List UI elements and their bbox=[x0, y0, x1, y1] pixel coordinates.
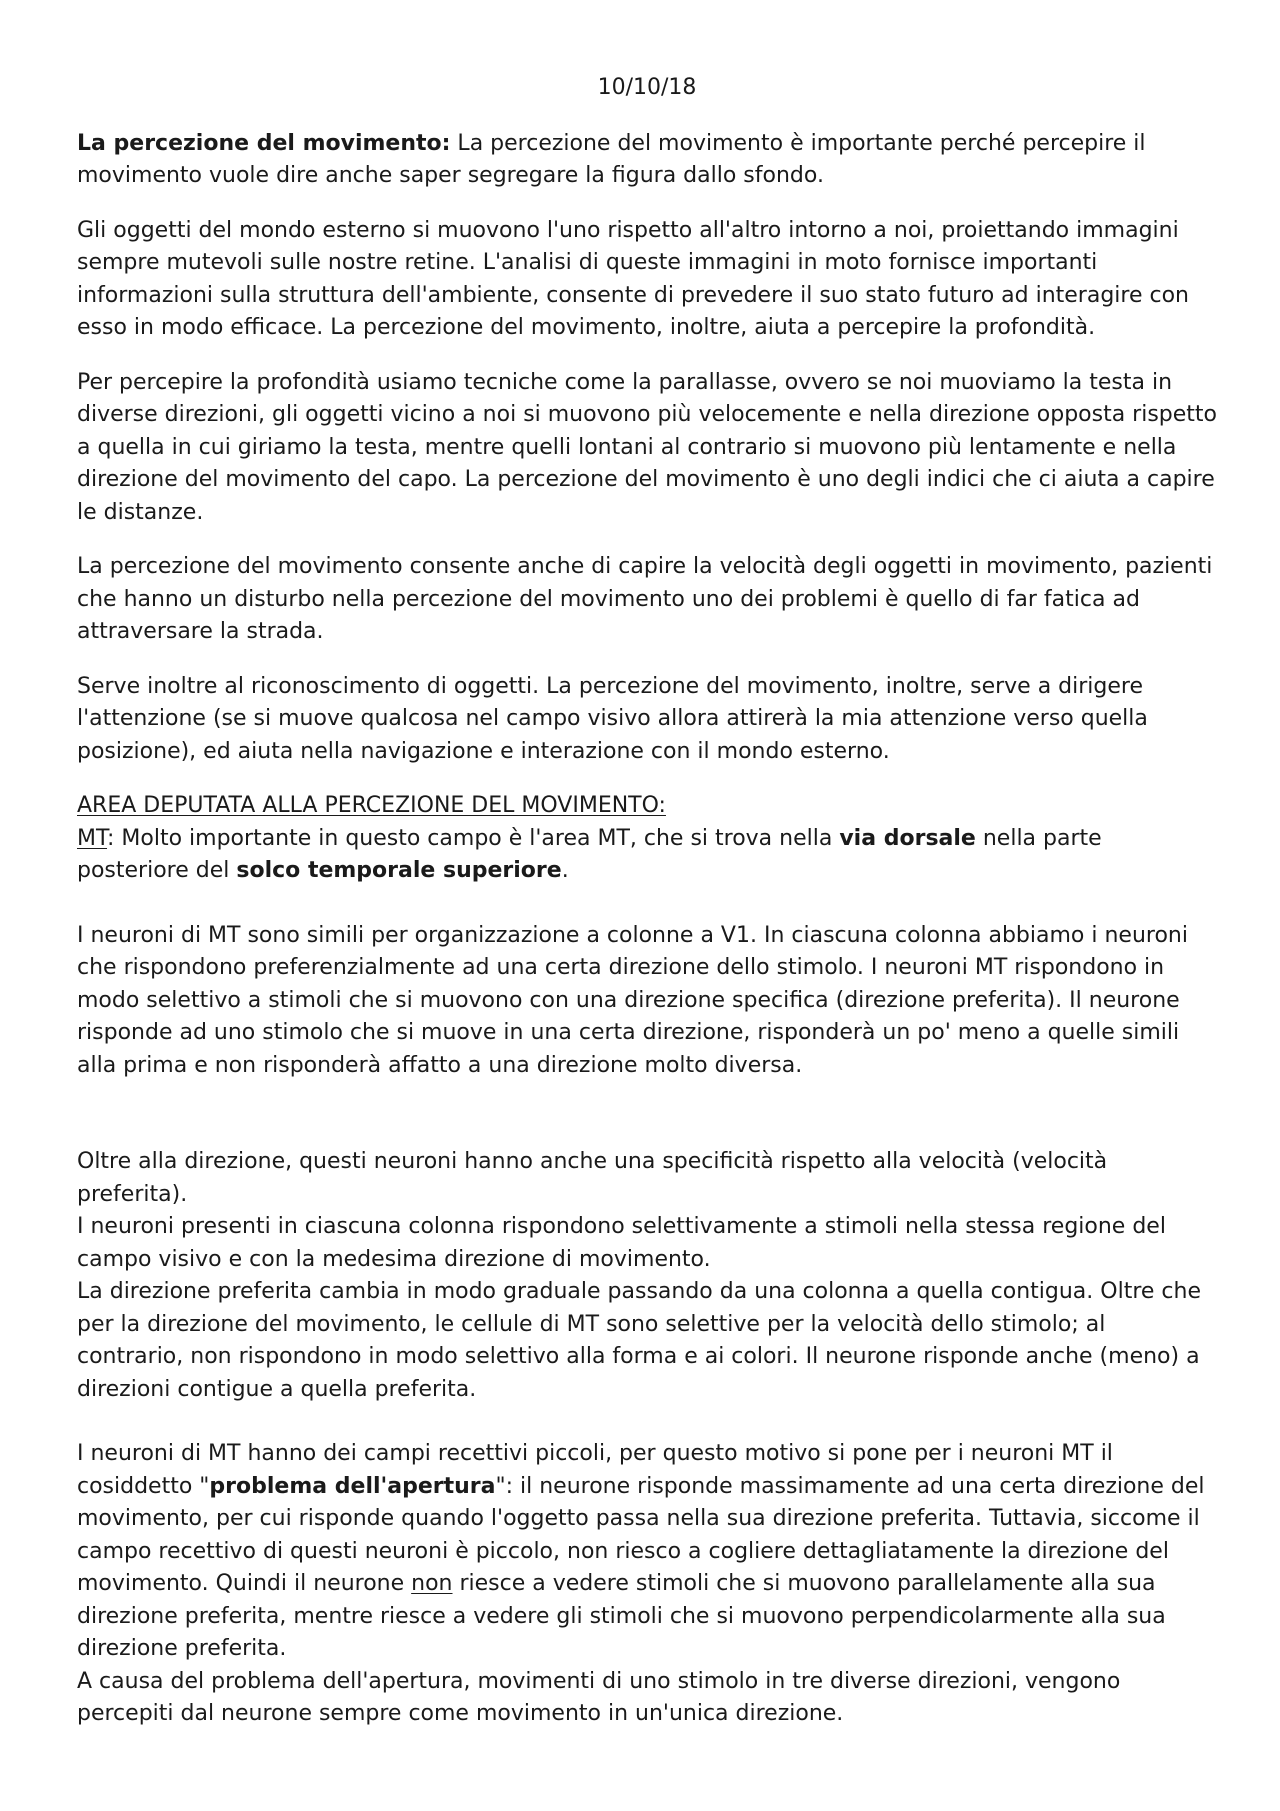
paragraph-recognition: Serve inoltre al riconoscimento di oggetti. La percezione del movimento, inoltre, serve a dirigere l'attenzione (se si muove qualcosa nel campo visivo allora attirerà la mia attenzione verso quella posizione), ed aiuta nella navigazione e interazione con il mondo esterno. bbox=[77, 673, 1148, 764]
aperture-bold-term: problema dell'apertura bbox=[209, 1473, 496, 1499]
velocity-line-1: Oltre alla direzione, questi neuroni hanno anche una specificità rispetto alla velocità (velocità preferita). bbox=[77, 1149, 1108, 1207]
aperture-underlined-non: non bbox=[411, 1571, 453, 1596]
paragraph-aperture bbox=[77, 1438, 1217, 1731]
paragraph-depth: Per percepire la profondità usiamo tecniche come la parallasse, ovvero se noi muoviamo la testa in diverse direzioni, gli oggetti vicino a noi si muovono più velocemente e nella direzione opposta rispetto a quella in cui giriamo la testa, mentre quelli lontani al contrario si muovono più lentamente e nella direzione del movimento del capo. La percezione del movimento è uno degli indici che ci aiuta a capire le distanze. bbox=[77, 369, 1218, 525]
area-section bbox=[77, 790, 1217, 888]
section-title: La percezione del movimento: bbox=[77, 130, 451, 156]
paragraph-objects: Gli oggetti del mondo esterno si muovono l'uno rispetto all'altro intorno a noi, proiettando immagini sempre mutevoli sulle nostre retine. L'analisi di queste immagini in moto fornisce importanti informazioni sulla struttura dell'ambiente, consente di prevedere il suo stato futuro ad interagire con esso in modo efficace. La percezione del movimento, inoltre, aiuta a percepire la profondità. bbox=[77, 217, 1189, 340]
aperture-last: A causa del problema dell'apertura, movimenti di uno stimolo in tre diverse direzioni, vengono percepiti dal neurone sempre come movimento in un'unica direzione. bbox=[77, 1668, 1121, 1726]
blank-line bbox=[77, 1406, 1217, 1438]
document-content bbox=[77, 72, 1217, 1731]
paragraph-speed: La percezione del movimento consente anche di capire la velocità degli oggetti in movimento, pazienti che hanno un disturbo nella percezione del movimento uno dei problemi è quello di far fatica ad attraversare la strada. bbox=[77, 554, 1213, 644]
velocity-line-2: I neuroni presenti in ciascuna colonna rispondono selettivamente a stimoli nella stessa regione del campo visivo e con la medesima direzione di movimento. bbox=[77, 1214, 1166, 1272]
blank-lines bbox=[77, 1082, 1217, 1146]
blank-line bbox=[77, 888, 1217, 920]
mt-text-b: nella parte posteriore del bbox=[77, 825, 1102, 883]
date-header: 10/10/18 bbox=[597, 75, 697, 100]
aperture-text-a: I neuroni di MT hanno dei campi recettivi piccoli, per questo motivo si pone per i neuroni MT il cosiddetto " bbox=[77, 1441, 1113, 1499]
area-heading: AREA DEPUTATA ALLA PERCEZIONE DEL MOVIMENTO: bbox=[77, 793, 666, 818]
paragraph-velocity bbox=[77, 1146, 1217, 1406]
aperture-main bbox=[77, 1438, 1217, 1666]
aperture-text-b: ": il neurone risponde massimamente ad una certa direzione del movimento, per cui risponde quando l'oggetto passa nella sua direzione preferita. Tuttavia, siccome il campo recettivo di questi neuroni è piccolo, non riesco a cogliere dettagliatamente la direzione del movimento. Quindi il neurone bbox=[77, 1473, 1205, 1596]
mt-label: MT bbox=[77, 825, 108, 851]
mt-text-c: . bbox=[561, 858, 569, 883]
intro-text: La percezione del movimento è importante perché percepire il movimento vuole dire anche saper segregare la figura dallo sfondo. bbox=[77, 130, 1146, 188]
mt-bold-solco: solco temporale superiore bbox=[236, 858, 562, 883]
mt-bold-via-dorsale: via dorsale bbox=[839, 825, 976, 851]
paragraph-mt-neurons: I neuroni di MT sono simili per organizzazione a colonne a V1. In ciascuna colonna abbiamo i neuroni che rispondono preferenzialmente ad una certa direzione dello stimolo. I neuroni MT rispondono in modo selettivo a stimoli che si muovono con una direzione specifica (direzione preferita). Il neurone risponde ad uno stimolo che si muove in una certa direzione, risponderà un po' meno a quelle simili alla prima e non risponderà affatto a una direzione molto diversa. bbox=[77, 922, 1188, 1078]
mt-paragraph bbox=[77, 823, 1217, 888]
paragraph-intro bbox=[77, 128, 1217, 193]
aperture-text-c: riesce a vedere stimoli che si muovono parallelamente alla sua direzione preferita, mentre riesce a vedere gli stimoli che si muovono perpendicolarmente alla sua direzione preferita. bbox=[77, 1571, 1166, 1661]
velocity-line-3: La direzione preferita cambia in modo graduale passando da una colonna a quella contigua. Oltre che per la direzione del movimento, le cellule di MT sono selettive per la velocità dello stimolo; al contrario, non rispondono in modo selettivo alla forma e ai colori. Il neurone risponde anche (meno) a direzioni contigue a quella preferita. bbox=[77, 1279, 1201, 1402]
mt-text-a: : Molto importante in questo campo è l'area MT, che si trova nella bbox=[107, 825, 840, 851]
